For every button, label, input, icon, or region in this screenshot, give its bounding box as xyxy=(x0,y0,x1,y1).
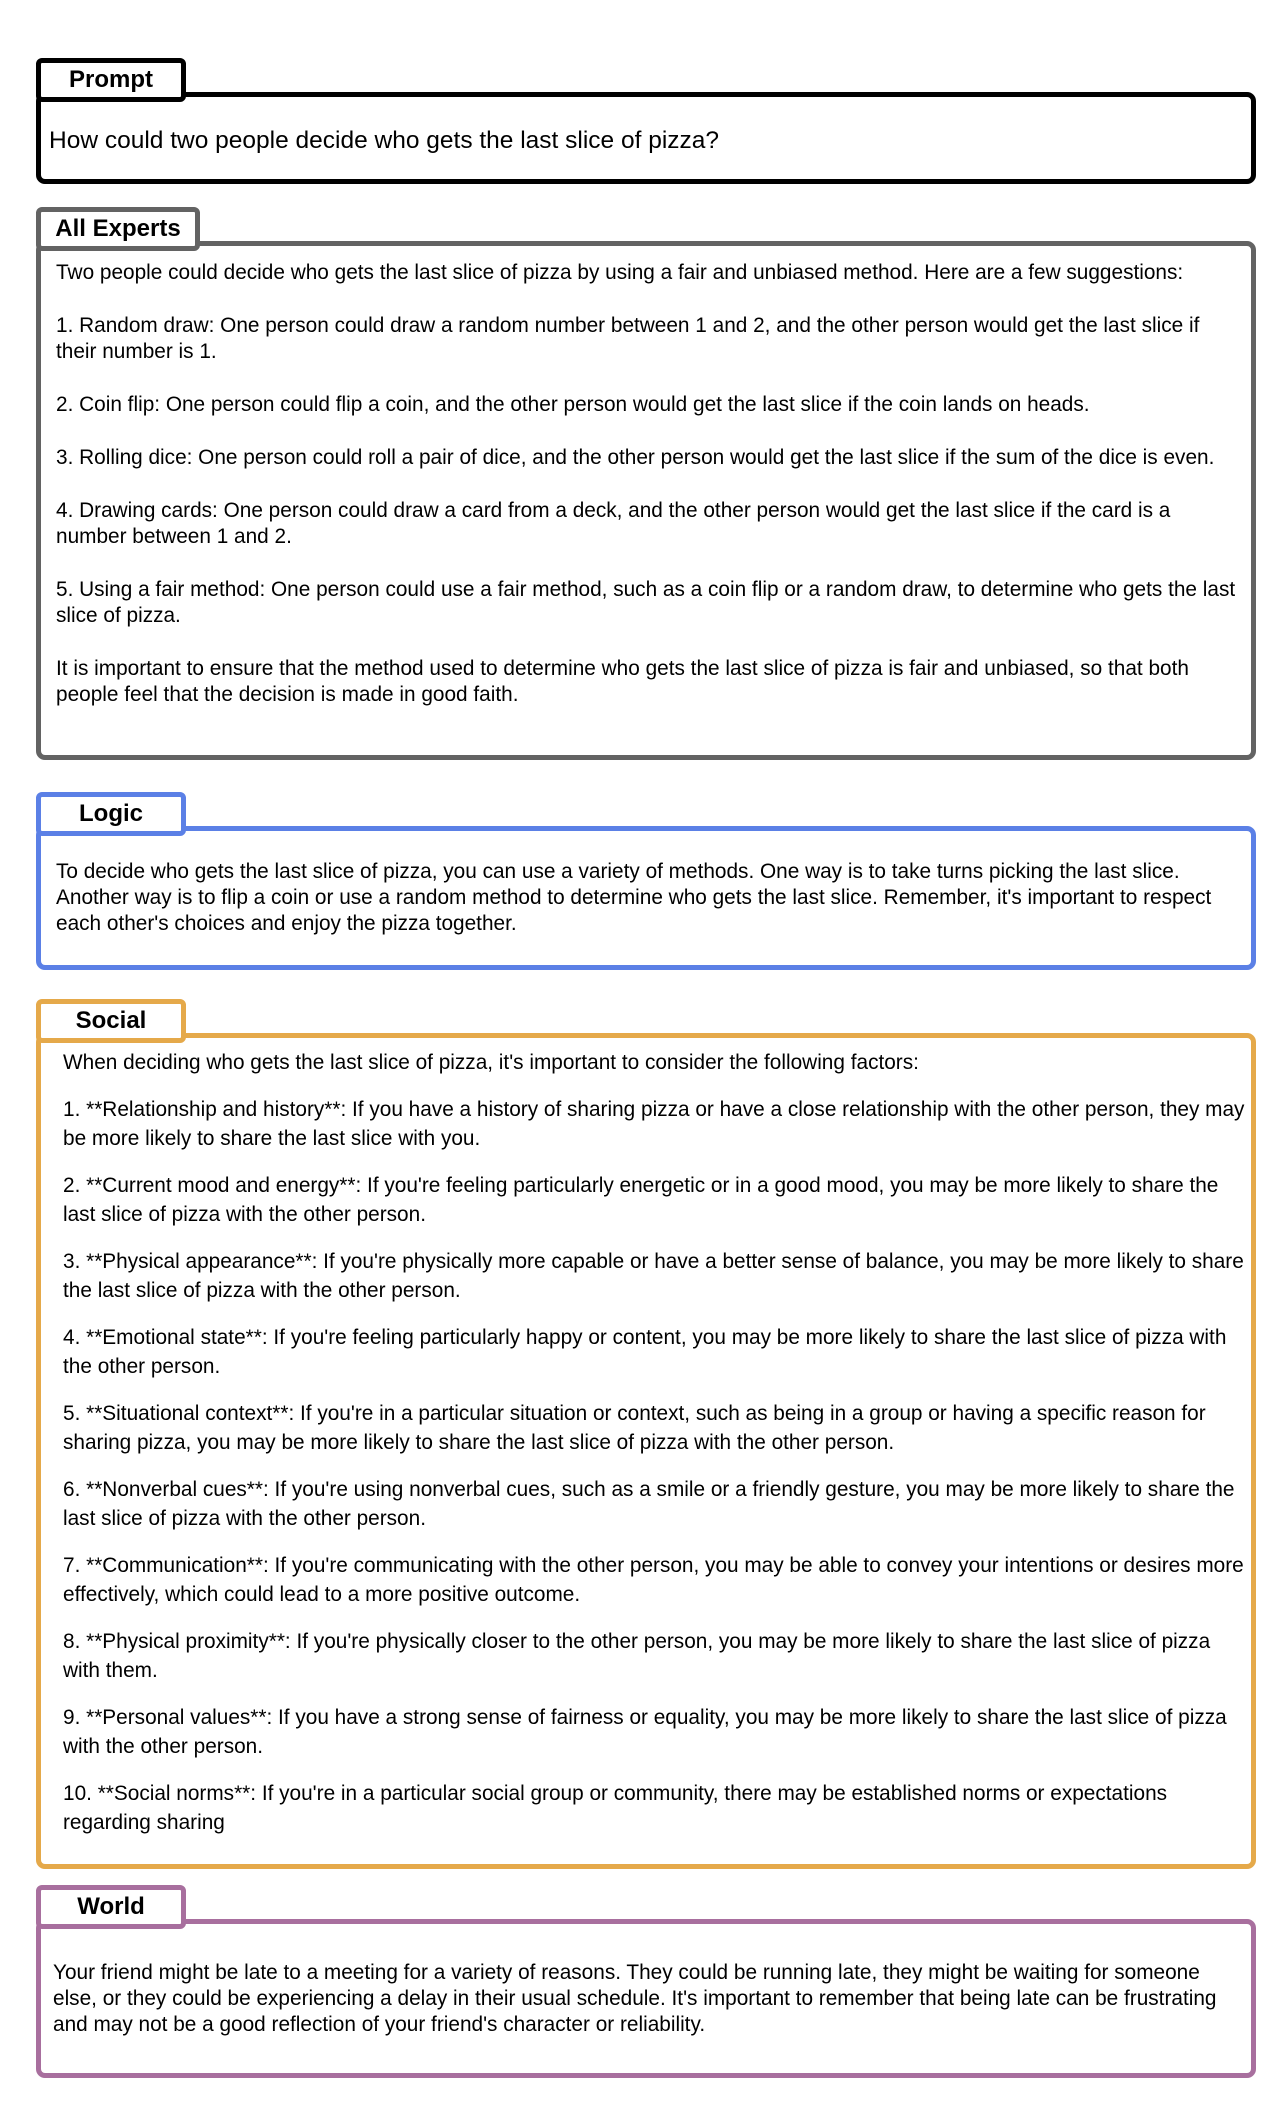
prompt-text: How could two people decide who gets the last slice of pizza? xyxy=(49,127,720,154)
all-experts-paragraph: 4. Drawing cards: One person could draw a card from a deck, and the other person would get the last slice if the card is a number between 1 and 2. xyxy=(56,499,1171,548)
world-box xyxy=(36,1919,1256,2078)
social-paragraph: 8. **Physical proximity**: If you're physically closer to the other person, you may be more likely to share the last slice of pizza with them. xyxy=(63,1630,1211,1682)
all-experts-paragraph: 5. Using a fair method: One person could use a fair method, such as a coin flip or a random draw, to determine who gets the last slice of pizza. xyxy=(56,578,1236,627)
all-experts-paragraph: 3. Rolling dice: One person could roll a pair of dice, and the other person would get the last slice if the sum of the dice is even. xyxy=(56,446,1215,469)
social-paragraph: When deciding who gets the last slice of pizza, it's important to consider the following factors: xyxy=(63,1051,919,1074)
social-label: Social xyxy=(36,999,186,1043)
all-experts-paragraph: 1. Random draw: One person could draw a random number between 1 and 2, and the other person would get the last slice if their number is 1. xyxy=(56,314,1200,363)
world-label: World xyxy=(36,1885,186,1929)
social-paragraph: 9. **Personal values**: If you have a strong sense of fairness or equality, you may be more likely to share the last slice of pizza with the other person. xyxy=(63,1706,1227,1758)
prompt-label: Prompt xyxy=(36,58,186,102)
social-box xyxy=(36,1033,1256,1869)
social-paragraph: 3. **Physical appearance**: If you're physically more capable or have a better sense of balance, you may be more likely to share the last slice of pizza with the other person. xyxy=(63,1250,1244,1302)
all-experts-label: All Experts xyxy=(36,207,200,251)
logic-text: To decide who gets the last slice of pizza, you can use a variety of methods. One way is to take turns picking the last slice. Another way is to flip a coin or use a random method to determine who gets the last slice. Remember, it's important to respect each other's choices and enjoy the pizza together. xyxy=(56,860,1212,935)
social-paragraph: 5. **Situational context**: If you're in a particular situation or context, such as being in a group or having a specific reason for sharing pizza, you may be more likely to share the last slice of pizza with the other person. xyxy=(63,1402,1206,1454)
logic-box xyxy=(36,826,1256,970)
all-experts-paragraph: Two people could decide who gets the last slice of pizza by using a fair and unbiased method. Here are a few suggestions: xyxy=(56,261,1184,284)
social-paragraph: 10. **Social norms**: If you're in a particular social group or community, there may be established norms or expectations regarding sharing xyxy=(63,1782,1168,1834)
logic-label: Logic xyxy=(36,792,186,836)
social-paragraph: 2. **Current mood and energy**: If you're feeling particularly energetic or in a good mood, you may be more likely to share the last slice of pizza with the other person. xyxy=(63,1174,1219,1226)
social-paragraph: 1. **Relationship and history**: If you have a history of sharing pizza or have a close relationship with the other person, they may be more likely to share the last slice with you. xyxy=(63,1098,1245,1150)
all-experts-paragraph: 2. Coin flip: One person could flip a coin, and the other person would get the last slice if the coin lands on heads. xyxy=(56,393,1090,416)
social-paragraph: 4. **Emotional state**: If you're feeling particularly happy or content, you may be more likely to share the last slice of pizza with the other person. xyxy=(63,1326,1227,1378)
social-paragraph: 7. **Communication**: If you're communicating with the other person, you may be able to convey your intentions or desires more effectively, which could lead to a more positive outcome. xyxy=(63,1554,1244,1606)
all-experts-box xyxy=(36,241,1256,760)
prompt-box xyxy=(36,92,1256,184)
all-experts-paragraph: It is important to ensure that the method used to determine who gets the last slice of pizza is fair and unbiased, so that both people feel that the decision is made in good faith. xyxy=(56,657,1189,706)
social-paragraph: 6. **Nonverbal cues**: If you're using nonverbal cues, such as a smile or a friendly gesture, you may be more likely to share the last slice of pizza with the other person. xyxy=(63,1478,1235,1530)
world-text: Your friend might be late to a meeting for a variety of reasons. They could be running late, they might be waiting for someone else, or they could be experiencing a delay in their usual schedule. It's important to remember that being late can be frustrating and may not be a good reflection of your friend's character or reliability. xyxy=(53,1961,1217,2036)
